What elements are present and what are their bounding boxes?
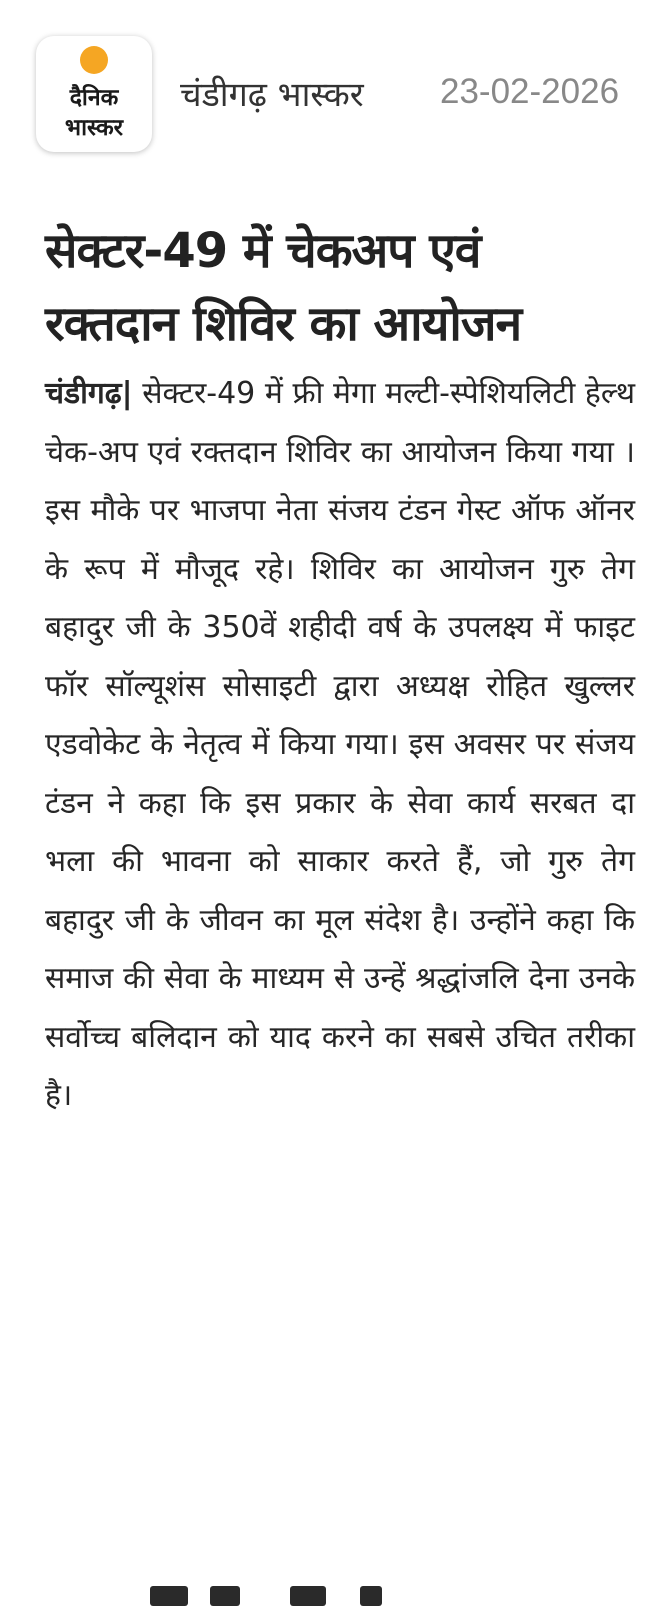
article-body bbox=[45, 365, 635, 1126]
article-dateline: चंडीगढ़| bbox=[45, 376, 133, 411]
article-headline bbox=[45, 215, 635, 361]
next-article-fragment bbox=[150, 1580, 570, 1610]
dainik-bhaskar-logo bbox=[36, 36, 152, 152]
news-article bbox=[45, 215, 635, 1126]
publication-date: 23-02-2026 bbox=[440, 72, 620, 111]
headline-line-2: रक्तदान शिविर का आयोजन bbox=[45, 296, 522, 352]
edition-name: चंडीगढ़ भास्कर bbox=[180, 75, 364, 115]
newspaper-header bbox=[0, 0, 669, 170]
headline-line-1: सेक्टर-49 में चेकअप एवं bbox=[45, 223, 481, 279]
article-body-text: सेक्टर-49 में फ्री मेगा मल्टी-स्पेशियलिटी हेल्थ चेक-अप एवं रक्तदान शिविर का आयोजन किया गया । इस मौके पर भाजपा नेता संजय टंडन गेस्ट ऑफ ऑनर के रूप में मौजूद रहे। शिविर का आयोजन गुरु तेग बहादुर जी के 350वें शहीदी वर्ष के उपलक्ष्य में फाइट फॉर सॉल्यूशंस सोसाइटी द्वारा अध्यक्ष रोहित खुल्लर एडवोकेट के नेतृत्व में किया गया। इस अवसर पर संजय टंडन ने कहा कि इस प्रकार के सेवा कार्य सरबत दा भला की भावना को साकार करते हैं, जो गुरु तेग बहादुर जी के जीवन का मूल संदेश है। उन्होंने कहा कि समाज की सेवा के माध्यम से उन्हें श्रद्धांजलि देना उनके सर्वोच्च बलिदान को याद करने का सबसे उचित तरीका है। bbox=[45, 376, 635, 1113]
logo-text-line2: भास्कर bbox=[64, 115, 124, 141]
logo-text-line1: दैनिक bbox=[69, 85, 119, 111]
sun-icon bbox=[80, 46, 108, 74]
